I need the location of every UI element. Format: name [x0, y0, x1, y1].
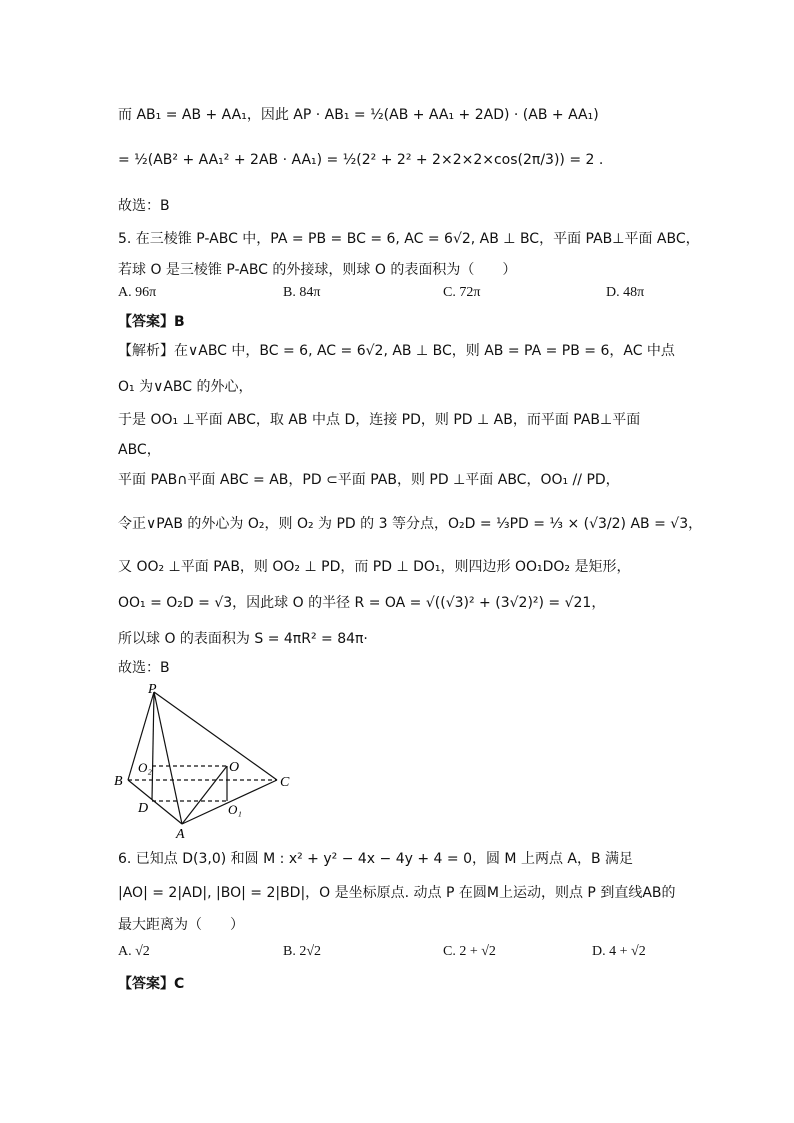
label-A: A	[176, 827, 185, 840]
option-5a: A. 96π	[118, 285, 157, 300]
analysis-line-2: O₁ 为∨ABC 的外心，	[118, 379, 253, 395]
option-6d: D. 4 + √2	[592, 944, 646, 959]
question-5-text-2: 若球 O 是三棱锥 P-ABC 的外接球，则球 O 的表面积为（ ）	[118, 262, 517, 278]
question-6-text-1: 6. 已知点 D(3,0) 和圆 M : x² + y² − 4x − 4y + 4 = 0，圆 M 上两点 A，B 满足	[118, 851, 634, 867]
analysis-line-6: 令正∨PAB 的外心为 O₂，则 O₂ 为 PD 的 3 等分点，O₂D = ⅓PD = ⅓ × (√3/2) AB = √3，	[118, 516, 703, 532]
solution-line-1: 而 AB₁ = AB + AA₁，因此 AP · AB₁ = ½(AB + AA₁ + 2AD) · (AB + AA₁)	[118, 107, 599, 123]
question-6-text-2: |AO| = 2|AD|, |BO| = 2|BD|，O 是坐标原点. 动点 P 在圆M上运动，则点 P 到直线AB的	[118, 885, 676, 901]
edge-PC	[154, 692, 277, 780]
option-6a: A. √2	[118, 944, 150, 959]
tetrahedron-figure	[112, 680, 302, 840]
label-B: B	[114, 774, 123, 789]
analysis-line-7: 又 OO₂ ⊥平面 PAB，则 OO₂ ⊥ PD，而 PD ⊥ DO₁，则四边形 OO₁DO₂ 是矩形，	[118, 559, 631, 575]
question-6-text-3: 最大距离为（ ）	[118, 917, 244, 933]
answer-5: 【答案】B	[118, 314, 185, 330]
label-O1: O₁	[228, 802, 242, 817]
question-5-options	[118, 285, 678, 305]
choice-line-prev: 故选：B	[118, 198, 170, 214]
solution-line-2: = ½(AB² + AA₁² + 2AB · AA₁) = ½(2² + 2² + 2×2×2×cos(2π/3)) = 2 .	[118, 152, 604, 168]
label-D: D	[138, 801, 149, 816]
analysis-line-5: 平面 PAB∩平面 ABC = AB，PD ⊂平面 PAB，则 PD ⊥平面 ABC，OO₁ // PD，	[118, 472, 620, 488]
analysis-line-3: 于是 OO₁ ⊥平面 ABC，取 AB 中点 D，连接 PD，则 PD ⊥ AB，而平面 PAB⊥平面	[118, 412, 641, 428]
option-6b: B. 2√2	[283, 944, 322, 959]
analysis-line-1: 【解析】在∨ABC 中，BC = 6, AC = 6√2, AB ⊥ BC，则 AB = PA = PB = 6，AC 中点	[118, 343, 675, 359]
label-O: O	[229, 760, 240, 775]
edge-AO	[182, 766, 227, 824]
option-5d: D. 48π	[606, 285, 645, 300]
analysis-line-4: ABC，	[118, 442, 161, 458]
label-P: P	[148, 682, 157, 697]
analysis-line-8: OO₁ = O₂D = √3，因此球 O 的半径 R = OA = √((√3)² + (3√2)²) = √21，	[118, 595, 606, 611]
option-5b: B. 84π	[283, 285, 321, 300]
analysis-line-9: 所以球 O 的表面积为 S = 4πR² = 84π·	[118, 631, 368, 647]
option-6c: C. 2 + √2	[443, 944, 496, 959]
label-O2: O₂	[138, 760, 152, 775]
question-5-text-1: 5. 在三棱锥 P-ABC 中，PA = PB = BC = 6, AC = 6√2, AB ⊥ BC，平面 PAB⊥平面 ABC，	[118, 231, 700, 247]
answer-6: 【答案】C	[118, 976, 185, 992]
question-6-options	[118, 944, 678, 964]
option-5c: C. 72π	[443, 285, 481, 300]
edge-PD	[152, 692, 154, 800]
label-C: C	[280, 775, 290, 790]
analysis-choice: 故选：B	[118, 660, 170, 676]
